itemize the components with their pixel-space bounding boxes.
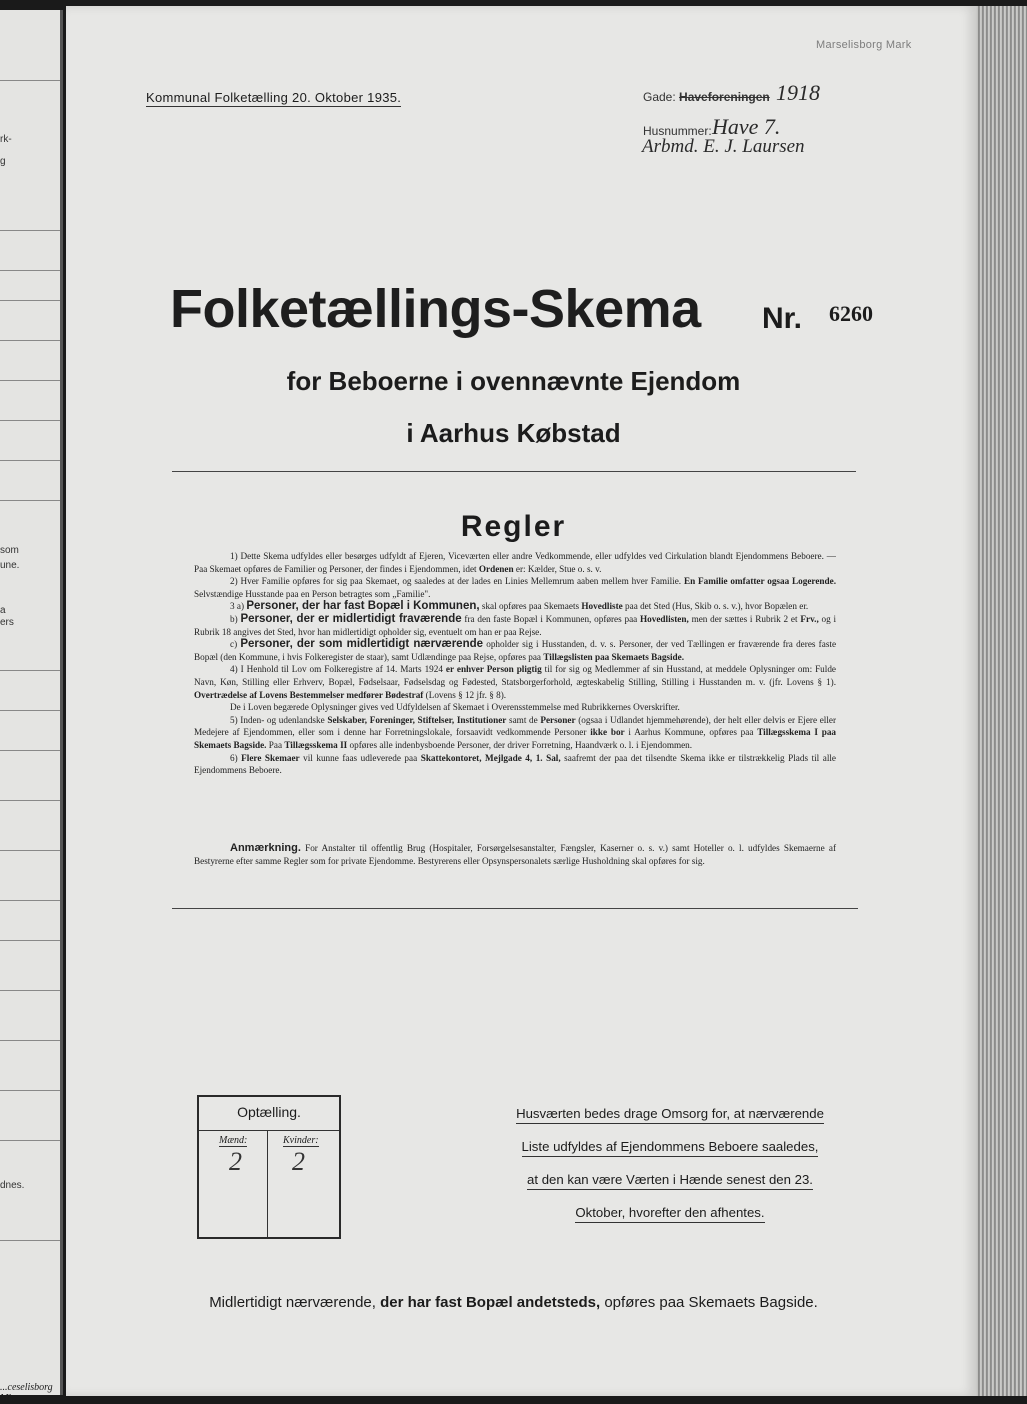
landlord-instruction <box>500 1097 840 1229</box>
left-rule <box>0 340 60 341</box>
men-count-value: 2 <box>229 1147 242 1176</box>
divider <box>172 471 856 472</box>
rule-5: 5) Inden- og udenlandske Selskaber, Foreninger, Stiftelser, Institutioner samt de Personer (ogsaa i Udlandet hjemmehørende), der helt eller delvis er Ejere eller Medejere af Ejendommen, eller som i denne har Forretningslokale, forsaavidt vedkommende Personer ikke bor i Aarhus Kommune, opføres paa Tillægsskema I paa Skemaets Bagside. Paa Tillægsskema II opføres alle indenbysboende Personer, der driver Forretning, Haandværk o. l. i Ejendommen. <box>194 714 837 750</box>
divider <box>172 908 858 909</box>
husnummer-label: Husnummer: <box>643 124 712 138</box>
left-fragment: rk- <box>0 134 12 145</box>
left-rule <box>0 990 60 991</box>
left-rule <box>0 940 60 941</box>
left-fragment: dnes. <box>0 1180 25 1191</box>
count-divider <box>199 1130 339 1131</box>
rule-3c: c) Personer, der som midlertidigt nærværende opholder sig i Husstanden, d. v. s. Personer, der ved Tællingen er fraværende fra deres faste Bopæl (den Kommune, i hvis Folkeregister de staar), samt Udlændinge paa Rejse, opføres paa Tillægslisten paa Skemaets Bagside. <box>194 638 837 662</box>
women-label: Kvinder: <box>283 1135 319 1146</box>
left-rule <box>0 460 60 461</box>
form-subtitle: for Beboerne i ovennævnte Ejendom <box>286 366 741 396</box>
remark-text: For Anstalter til offentlig Brug (Hospitaler, Forsørgelsesanstalter, Fængsler, Kaserner o. s. v.) samt Hoteller o. l. udfyldes Skemaerne af Bestyrerne efter samme Regler som for private Ejendomme. Bestyrerens eller Opsynspersonalets særlige Husholdning skal opføres for sig. <box>194 843 837 866</box>
gade-handwritten-value: 1918 <box>776 80 820 105</box>
left-rule <box>0 1240 60 1241</box>
left-fragment: une. <box>0 560 20 571</box>
rule-6: 6) Flere Skemaer vil kunne faas udleverede paa Skattekontoret, Mejlgade 4, 1. Sal, saafremt der paa det tilsendte Skema ikke er tilstrækkelig Plads til alle Ejendommens Beboere. <box>194 752 837 776</box>
left-rule <box>0 710 60 711</box>
left-fragment: g <box>0 156 6 167</box>
rules-heading: Regler <box>460 510 567 543</box>
census-date-line: Kommunal Folketælling 20. Oktober 1935. <box>146 90 402 105</box>
book-page-edges <box>976 6 1027 1396</box>
husnummer-handwritten-value: Have 7. <box>712 114 781 139</box>
instruction-line: Liste udfyldes af Ejendommens Beboere saaledes, <box>522 1139 819 1157</box>
owner-handwritten-note: Arbmd. E. J. Laursen <box>642 136 805 157</box>
count-column-divider <box>267 1130 268 1237</box>
left-fragment: som <box>0 545 19 556</box>
instruction-line: Husværten bedes drage Omsorg for, at nærværende <box>516 1106 824 1124</box>
footer-note: Midlertidigt nærværende, der har fast Bopæl andetsteds, opføres paa Skemaets Bagside. <box>209 1294 818 1311</box>
left-rule <box>0 800 60 801</box>
form-title: Folketællings-Skema <box>170 279 701 339</box>
left-rule <box>0 230 60 231</box>
remark-paragraph <box>194 842 836 867</box>
left-rule <box>0 1140 60 1141</box>
left-rule <box>0 300 60 301</box>
left-page-margin <box>0 10 63 1404</box>
left-rule <box>0 80 60 81</box>
left-rule <box>0 900 60 901</box>
left-rule <box>0 750 60 751</box>
instruction-line: Oktober, hvorefter den afhentes. <box>575 1205 764 1223</box>
left-rule <box>0 1040 60 1041</box>
rule-2: 2) Hver Familie opføres for sig paa Skemaet, og saaledes at der lades en Linies Mellemrum aaben mellem hver Familie. En Familie omfatter ogsaa Logerende. Selvstændige Husstande paa en Person betragtes som „Familie". <box>194 576 836 599</box>
rules-text <box>194 550 836 777</box>
form-subtitle-city: i Aarhus Købstad <box>406 418 621 448</box>
left-rule <box>0 270 60 271</box>
rule-3b: b) Personer, der er midlertidigt fraværende fra den faste Bopæl i Kommunen, opføres paa Hovedlisten, men der sættes i Rubrik 2 et Frv., og i Rubrik 18 angives det Sted, hvor han midlertidigt opholder sig, eventuelt om han er paa Rejse. <box>194 612 837 637</box>
rule-4: 4) I Henhold til Lov om Folkeregistre af 14. Marts 1924 er enhver Person pligtig til for sig og Medlemmer af sin Husstand, at meddele Oplysninger om: Fulde Navn, Køn, Stilling eller Erhverv, Bopæl, Fødselsaar, Fødselsdag og Fødested, Statsborgerforhold, ægteskabelig Stilling, Stilling i Husstanden m. v. (jfr. Lovens § 1). Overtrædelse af Lovens Bestemmelser medfører Bødestraf (Lovens § 12 jfr. § 8). <box>194 664 837 700</box>
left-handwriting: ...ceselisborg Mk. <box>0 1382 53 1404</box>
women-count-value: 2 <box>292 1147 305 1176</box>
left-rule <box>0 850 60 851</box>
men-label: Mænd: <box>219 1135 248 1146</box>
left-fragment: ers <box>0 617 14 628</box>
gade-label: Gade: Haveforeningen <box>643 90 770 104</box>
left-fragment: a <box>0 605 6 616</box>
rule-3a: 3 a) Personer, der har fast Bopæl i Kommunen, skal opføres paa Skemaets Hovedliste paa det Sted (Hus, Skib o. s. v.), hvor Bopælen er. <box>230 600 809 613</box>
rule-1: 1) Dette Skema udfyldes eller besørges udfyldt af Ejeren, Viceværten eller andre Vedkommende, eller udfyldes ved Cirkulation blandt Ejendommens Beboere. — Paa Skemaet opføres de Familier og Personer, der findes i Ejendommen, idet Ordenen er: Kælder, Stue o. s. v. <box>194 551 836 574</box>
count-box <box>197 1095 341 1239</box>
remark-lead: Anmærkning. <box>230 842 301 854</box>
left-rule <box>0 500 60 501</box>
archive-stamp: Marselisborg Mark <box>816 39 912 51</box>
count-title: Optælling. <box>237 1104 301 1120</box>
left-rule <box>0 1090 60 1091</box>
form-number-value: 6260 <box>829 301 873 326</box>
form-number-label: Nr. <box>762 302 803 335</box>
instruction-line: at den kan være Værten i Hænde senest den 23. <box>527 1172 813 1190</box>
left-rule <box>0 670 60 671</box>
rule-4b: De i Loven begærede Oplysninger gives ved Udfyldelsen af Skemaet i Overensstemmelse med Rubrikkernes Overskrifter. <box>230 702 680 713</box>
